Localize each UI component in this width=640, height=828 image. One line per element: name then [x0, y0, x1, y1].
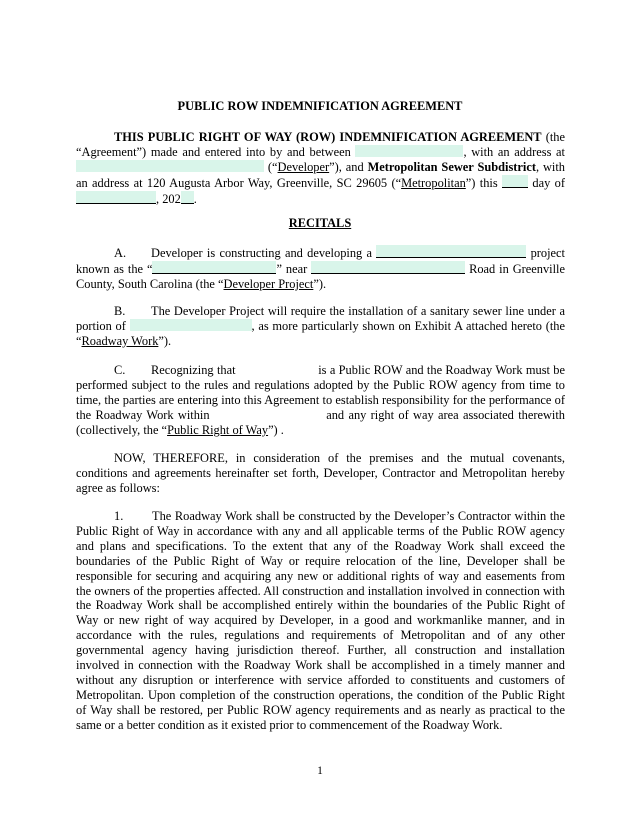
- agreement-name: THIS PUBLIC RIGHT OF WAY (ROW) INDEMNIFICATION AGREEMENT: [114, 130, 542, 144]
- party-name-field[interactable]: [355, 145, 463, 157]
- month-field[interactable]: [76, 191, 156, 204]
- document-title: PUBLIC ROW INDEMNIFICATION AGREEMENT: [177, 99, 463, 113]
- year-digit-field[interactable]: [181, 191, 194, 204]
- project-type-field[interactable]: [376, 245, 526, 258]
- section-1: 1. The Roadway Work shall be constructed by the Developer’s Contractor within the Public Right of Way in accordance with any and all applicable terms of the Public ROW agency and plans and specifications. To the extent that any of the Roadway Work shall exceed the boundaries of the Public Right of Way or require relocation of the line, Developer shall be responsible for securing and acquiring any new or additional rights of way and easements from the owners of the properties affected. All construction and installation involved in connection with the Roadway Work shall be accomplished entirely within the boundaries of the Public Right of Way or new right of way acquired by Developer, in a good and workmanlike manner, and in accordance with the rules, regulations and requirements of Metropolitan and of any other governmental agency having jurisdiction thereof. Further, all construction and installation involved in connection with the Roadway Work shall be accomplished in a timely manner and without any disruption or interference with service afforded to constituents and customers of Metropolitan. Upon completion of the construction operations, the condition of the Public Right of Way shall be restored, per Public ROW agency requirements and as nearly as practical to the same or a better condition as it existed prior to commencement of the Roadway Work.: [76, 509, 565, 732]
- now-therefore-paragraph: NOW, THEREFORE, in consideration of the premises and the mutual covenants, conditions and agreements hereinafter set forth, Developer, Contractor and Metropolitan hereby agree as follows:: [76, 451, 565, 495]
- recitals-heading: RECITALS: [288, 216, 352, 230]
- recital-c: C. Recognizing that is a Public ROW and the Roadway Work must be performed subject to the rules and regulations adopted by the Public ROW agency from time to time, the parties are entering into this Agreement to establish responsibility for the performance of the Roadway Work within and any right of way area associated therewith (collectively, the “Public Right of Way”) .: [76, 363, 566, 437]
- day-field[interactable]: [502, 175, 528, 188]
- project-name-field[interactable]: [152, 261, 276, 274]
- recital-a: A. Developer is constructing and developing a project known as the “ ” near Road in Greenville County, South Carolina (the “Developer Project”).: [76, 246, 566, 291]
- road-name-field[interactable]: [311, 261, 465, 274]
- intro-paragraph: THIS PUBLIC RIGHT OF WAY (ROW) INDEMNIFICATION AGREEMENT (the “Agreement”) made and entered into by and between , with an address at (“Developer”), and Metropolitan Sewer Subdistrict, with an address at 120 Augusta Arbor Way, Greenville, SC 29605 (“Metropolitan”) this day of , 202 .: [76, 130, 566, 206]
- roadway-portion-field[interactable]: [130, 319, 252, 331]
- party-address-field[interactable]: [76, 160, 264, 172]
- recital-b: B. The Developer Project will require the installation of a sanitary sewer line under a portion of , as more particularly shown on Exhibit A attached hereto (the “Roadway Work”).: [76, 304, 565, 348]
- page-number: 1: [317, 765, 323, 777]
